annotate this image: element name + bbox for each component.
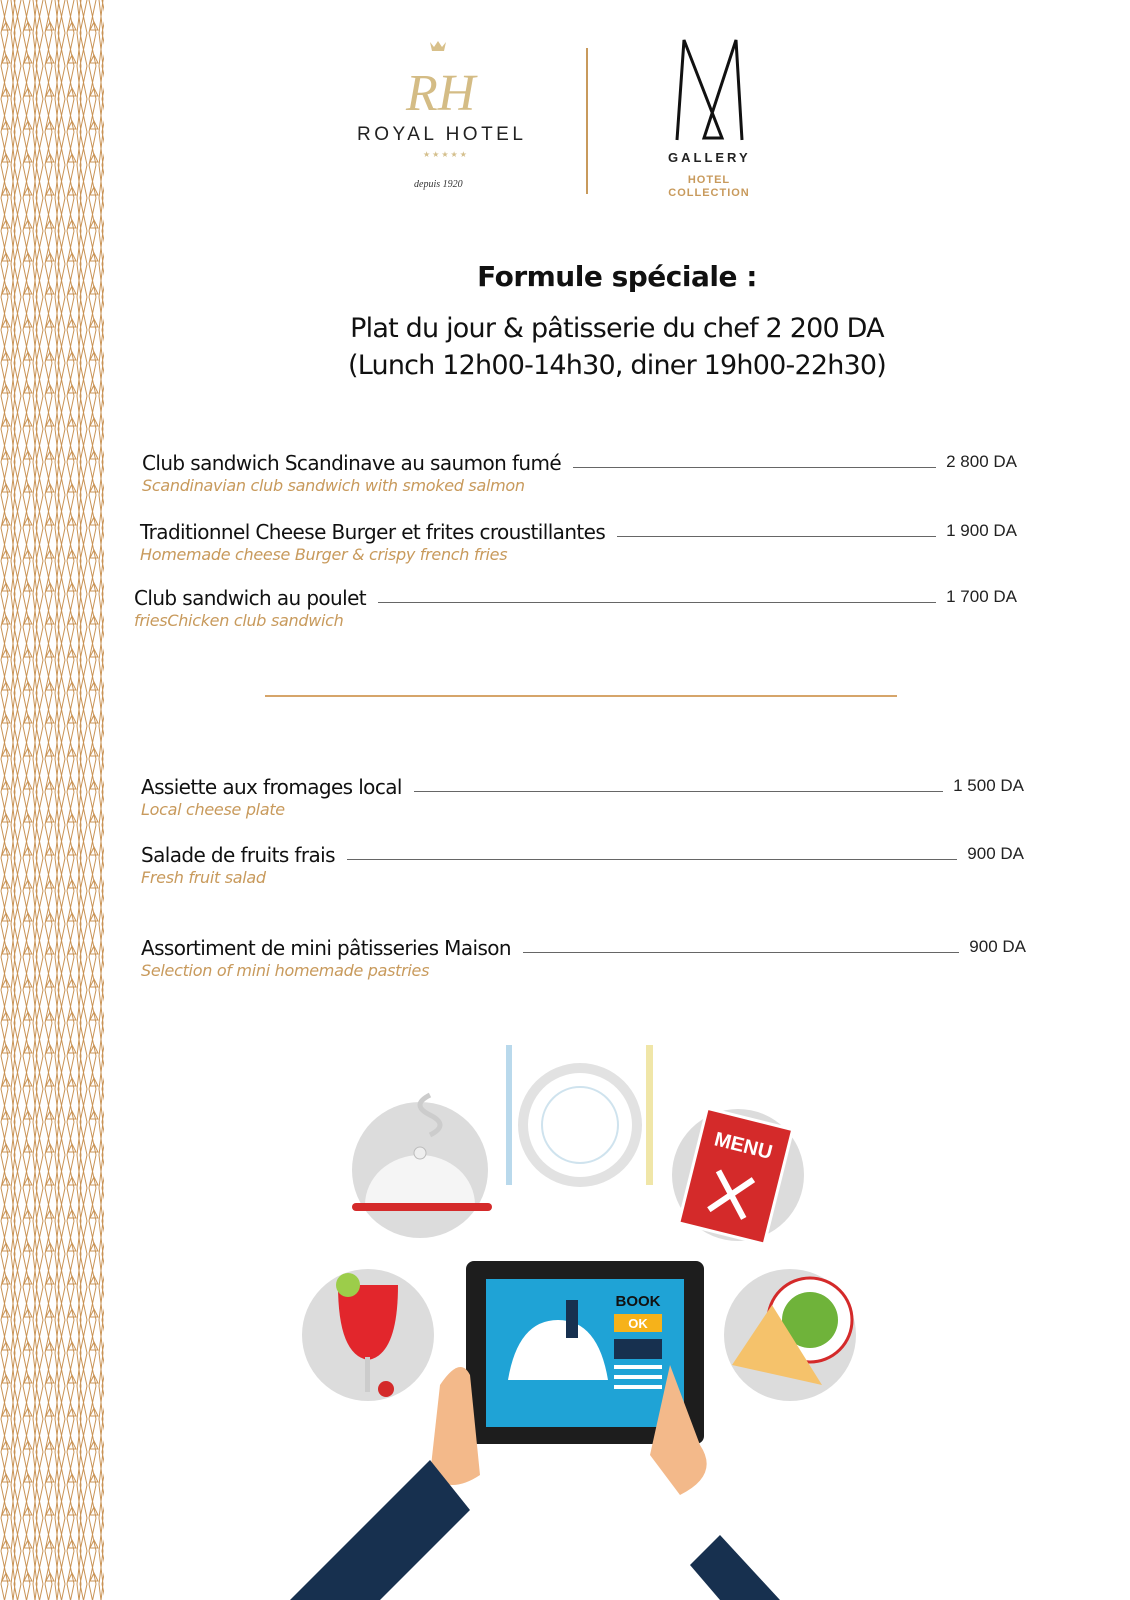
cloche-icon [352, 1095, 492, 1238]
plate-cutlery-icon [506, 1045, 653, 1187]
item-price: 900 DA [967, 844, 1024, 863]
gallery-m-logo-icon [674, 38, 746, 142]
restaurant-illustration [290, 1035, 870, 1600]
leader-line [617, 536, 936, 537]
item-title: Salade de fruits frais [141, 843, 335, 867]
leader-line [573, 467, 936, 468]
crown-monogram-icon [398, 38, 482, 122]
menu-card-icon [672, 1108, 804, 1244]
item-price: 1 500 DA [953, 776, 1024, 795]
cocktail-icon [302, 1269, 434, 1401]
menu-sign-text: MENU [711, 1128, 775, 1164]
hotel-since: depuis 1920 [414, 179, 463, 190]
leader-line [347, 859, 957, 860]
formule-line-2: (Lunch 12h00-14h30, diner 19h00-22h30) [348, 350, 886, 381]
item-subtitle: Scandinavian club sandwich with smoked salmon [142, 476, 525, 495]
leader-line [414, 791, 943, 792]
item-title: Traditionnel Cheese Burger et frites croustillantes [140, 520, 606, 544]
leader-line [523, 952, 959, 953]
gallery-subtitle: HOTEL COLLECTION [668, 174, 750, 199]
item-price: 1 900 DA [946, 521, 1017, 540]
menu-item [142, 450, 1017, 495]
menu-item [141, 774, 1024, 819]
item-price: 900 DA [969, 937, 1026, 956]
item-title: Assiette aux fromages local [141, 775, 402, 799]
item-subtitle: Homemade cheese Burger & crispy french fries [140, 545, 508, 564]
item-title: Assortiment de mini pâtisseries Maison [141, 936, 511, 960]
menu-item [141, 935, 1026, 980]
item-price: 2 800 DA [946, 452, 1017, 471]
decorative-pattern-border [0, 0, 104, 1600]
item-subtitle: Fresh fruit salad [141, 868, 266, 887]
logo-divider [586, 48, 588, 194]
item-subtitle: friesChicken club sandwich [134, 611, 344, 630]
formule-title: Formule spéciale : [477, 260, 757, 293]
menu-item [134, 585, 1017, 630]
gallery-name: GALLERY [668, 150, 751, 165]
svg-text:RH: RH [406, 65, 476, 122]
leader-line [378, 602, 936, 603]
section-divider [265, 695, 897, 697]
item-subtitle: Selection of mini homemade pastries [141, 961, 430, 980]
formule-line-1: Plat du jour & pâtisserie du chef 2 200 DA [350, 313, 884, 344]
hotel-stars: ★★★★★ [423, 150, 469, 159]
pizza-salad-icon [724, 1269, 856, 1401]
item-title: Club sandwich Scandinave au saumon fumé [142, 451, 562, 475]
item-title: Club sandwich au poulet [134, 586, 367, 610]
menu-item [141, 842, 1024, 887]
royal-hotel-name: ROYAL HOTEL [357, 124, 527, 145]
book-label: BOOK [615, 1293, 661, 1310]
item-price: 1 700 DA [946, 587, 1017, 606]
ok-label: OK [628, 1316, 648, 1331]
item-subtitle: Local cheese plate [141, 800, 285, 819]
menu-item [140, 519, 1017, 564]
